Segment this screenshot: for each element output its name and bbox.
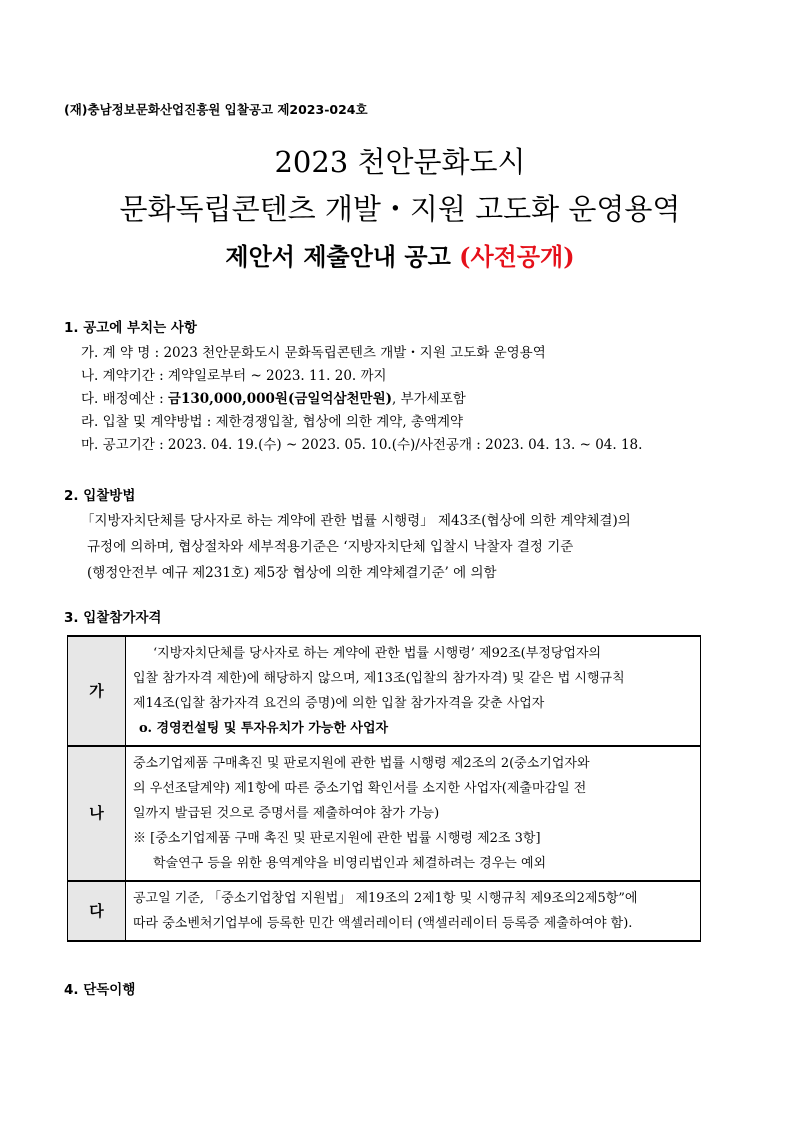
bid-method-text-3: (행정안전부 예규 제231호) 제5장 협상에 의한 계약체결기준’ 에 의함 xyxy=(87,565,497,581)
announcement-period: 마. 공고기간 : 2023. 04. 19.(수) ~ 2023. 05. 10.(수)/사전공개 : 2023. 04. 13. ~ 04. 18. xyxy=(81,437,643,453)
budget-prefix: 다. 배정예산 : xyxy=(81,391,168,407)
section-3-heading: 3. 입찰참가자격 xyxy=(64,610,162,626)
row-text: 중소기업제품 구매촉진 및 판로지원에 관한 법률 시행령 제2조의 2(중소기업자와 xyxy=(133,756,590,771)
row-note: 학술연구 등을 위한 용역계약을 비영리법인과 체결하려는 경우는 예외 xyxy=(153,856,547,871)
table-row xyxy=(68,881,701,941)
row-text: 따라 중소벤처기업부에 등록한 민간 액셀러레이터 (액셀러레이터 등록증 제출하여야 함). xyxy=(133,916,633,931)
row-label: 다 xyxy=(68,881,126,941)
row-label: 가 xyxy=(68,636,126,746)
budget xyxy=(81,387,466,407)
title-line-3 xyxy=(0,237,800,272)
bid-method-text-1: 「지방자치단체를 당사자로 하는 계약에 관한 법률 시행령」 제43조(협상에 의한 계약체결)의 xyxy=(81,513,631,529)
row-text: ‘지방자치단체를 당사자로 하는 계약에 관한 법률 시행령’ 제92조(부정당업자의 xyxy=(153,646,602,661)
table-row xyxy=(68,746,701,881)
bid-method: 라. 입찰 및 계약방법 : 제한경쟁입찰, 협상에 의한 계약, 총액계약 xyxy=(81,414,464,430)
section-1-heading: 1. 공고에 부치는 사항 xyxy=(64,320,197,336)
row-text: ※ [중소기업제품 구매 촉진 및 판로지원에 관한 법률 시행령 제2조 3항] xyxy=(133,831,541,846)
title-line-1: 2023 천안문화도시 xyxy=(274,145,526,179)
pre-release-label: (사전공개) xyxy=(459,242,575,271)
qualification-table xyxy=(67,635,701,942)
row-text: 제14조(입찰 참가자격 요건의 증명)에 의한 입찰 참가자격을 갖춘 사업자 xyxy=(133,696,545,711)
row-content xyxy=(126,746,701,881)
contract-name: 가. 계 약 명 : 2023 천안문화도시 문화독립콘텐츠 개발・지원 고도화 운영용역 xyxy=(81,345,546,361)
row-text: 공고일 기준, 「중소기업창업 지원법」 제19조의 2제1항 및 시행규칙 제9조의2제5항”에 xyxy=(133,891,638,906)
title-line-3-main: 제안서 제출안내 공고 xyxy=(225,242,460,271)
contract-period: 나. 계약기간 : 계약일로부터 ~ 2023. 11. 20. 까지 xyxy=(81,368,387,384)
row-subitem: o. 경영컨설팅 및 투자유치가 가능한 사업자 xyxy=(139,721,389,736)
row-text: 일까지 발급된 것으로 증명서를 제출하여야 참가 가능) xyxy=(133,806,440,821)
row-content xyxy=(126,636,701,746)
title-line-2: 문화독립콘텐츠 개발・지원 고도화 운영용역 xyxy=(119,192,681,226)
table-row xyxy=(68,636,701,746)
announcement-reference: (재)충남정보문화산업진흥원 입찰공고 제2023-024호 xyxy=(64,102,368,117)
row-label: 나 xyxy=(68,746,126,881)
section-2-heading: 2. 입찰방법 xyxy=(64,488,136,504)
budget-suffix: , 부가세포함 xyxy=(392,391,466,407)
budget-amount: 금130,000,000원(금일억삼천만원) xyxy=(167,391,393,407)
row-text: 입찰 참가자격 제한)에 해당하지 않으며, 제13조(입찰의 참가자격) 및 같은 법 시행규칙 xyxy=(133,671,625,686)
row-content xyxy=(126,881,701,941)
section-4-heading: 4. 단독이행 xyxy=(64,982,136,998)
row-text: 의 우선조달계약) 제1항에 따른 중소기업 확인서를 소지한 사업자(제출마감일 전 xyxy=(133,781,587,796)
bid-method-text-2: 규정에 의하며, 협상절차와 세부적용기준은 ‘지방자치단체 입찰시 낙찰자 결정 기준 xyxy=(87,539,574,555)
